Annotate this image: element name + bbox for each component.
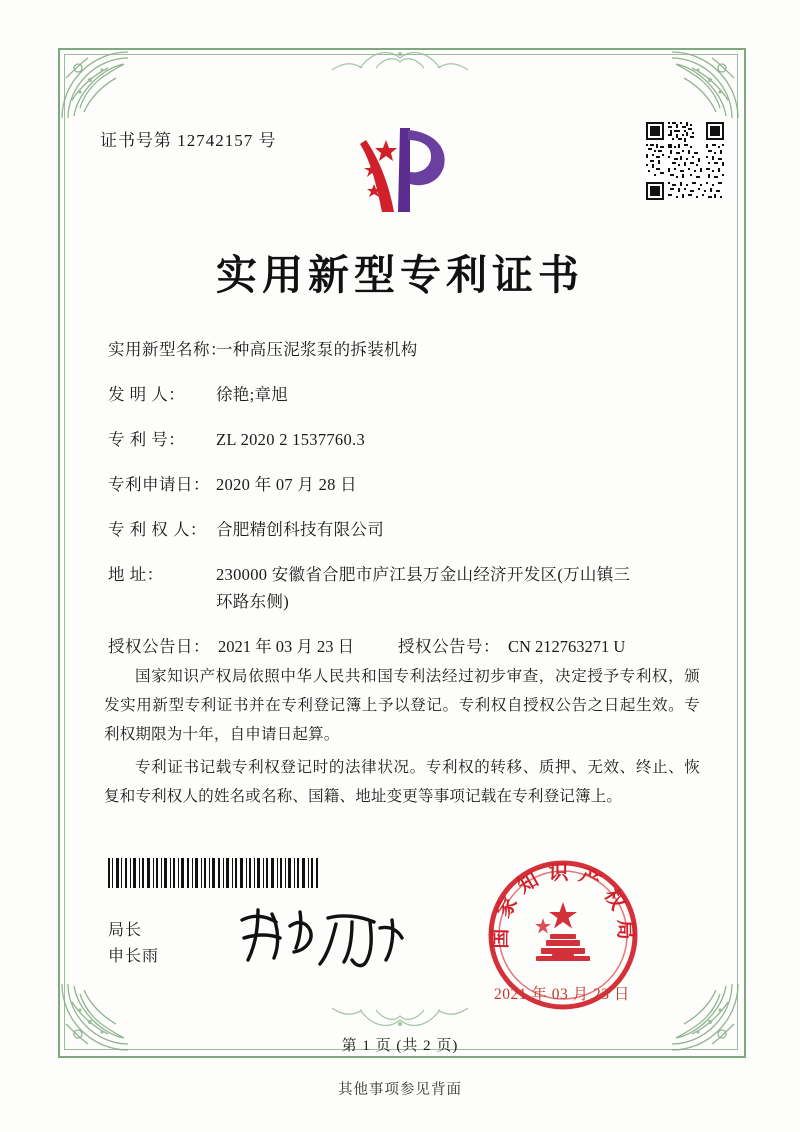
grant-number-value: CN 212763271 U <box>508 637 626 656</box>
field-value: ZL 2020 2 1537760.3 <box>216 430 365 449</box>
grant-date-group <box>108 633 398 660</box>
legal-paragraph-2: 专利证书记载专利权登记时的法律状况。专利权的转移、质押、无效、终止、恢复和专利权人的姓名或名称、国籍、地址变更等事项记载在专利登记簿上。 <box>104 759 700 805</box>
legal-text <box>104 662 700 815</box>
address-line-2: 环路东侧) <box>216 592 289 611</box>
grant-date-value: 2021 年 03 月 23 日 <box>218 637 355 656</box>
seal-date: 2021 年 03 月 23 日 <box>494 986 630 1003</box>
field-list <box>108 336 708 670</box>
field-row-grant <box>108 633 708 660</box>
field-value: 一种高压泥浆泵的拆装机构 <box>216 340 418 359</box>
field-row-inventor <box>108 381 708 408</box>
handwritten-signature-icon <box>232 900 412 972</box>
footer-note: 其他事项参见背面 <box>338 1082 462 1098</box>
page-title: 实用新型专利证书 <box>216 252 584 298</box>
field-label: 专 利 号： <box>108 430 186 449</box>
field-label: 专 利 权 人： <box>108 520 207 539</box>
svg-text:国家知识产权局: 国家知识产权局 <box>489 862 637 949</box>
field-value-address <box>216 561 708 615</box>
field-row-patentee <box>108 516 708 543</box>
page-indicator: 第 1 页 (共 2 页) <box>341 1038 459 1054</box>
cnipa-logo-icon <box>348 118 458 222</box>
field-value: 合肥精创科技有限公司 <box>216 520 384 539</box>
signature-labels <box>108 918 159 970</box>
field-value: 2020 年 07 月 28 日 <box>216 475 357 494</box>
address-line-1: 230000 安徽省合肥市庐江县万金山经济开发区(万山镇三 <box>216 565 631 584</box>
field-row-application-date <box>108 471 708 498</box>
commissioner-title: 局长 <box>108 922 143 939</box>
field-label: 发 明 人： <box>108 385 186 404</box>
field-value: 徐艳;章旭 <box>216 385 289 404</box>
grant-number-label: 授权公告号： <box>398 637 500 656</box>
commissioner-name: 申长雨 <box>108 948 160 965</box>
field-label: 地 址： <box>108 565 164 584</box>
field-row-patent-number <box>108 426 708 453</box>
legal-paragraph-1: 国家知识产权局依照中华人民共和国专利法经过初步审查，决定授予专利权，颁发实用新型专利证书并在专利登记簿上予以登记。专利权自授权公告之日起生效。专利权期限为十年，自申请日起算。 <box>104 668 700 743</box>
barcode <box>108 858 320 888</box>
certificate-number: 证书号第 12742157 号 <box>100 131 277 150</box>
field-label: 专利申请日： <box>108 475 210 494</box>
qr-code <box>646 122 724 200</box>
field-row-name <box>108 336 708 363</box>
field-label: 实用新型名称： <box>108 340 227 359</box>
field-row-address <box>108 561 708 615</box>
grant-number-group <box>398 633 625 660</box>
grant-date-label: 授权公告日： <box>108 637 210 656</box>
